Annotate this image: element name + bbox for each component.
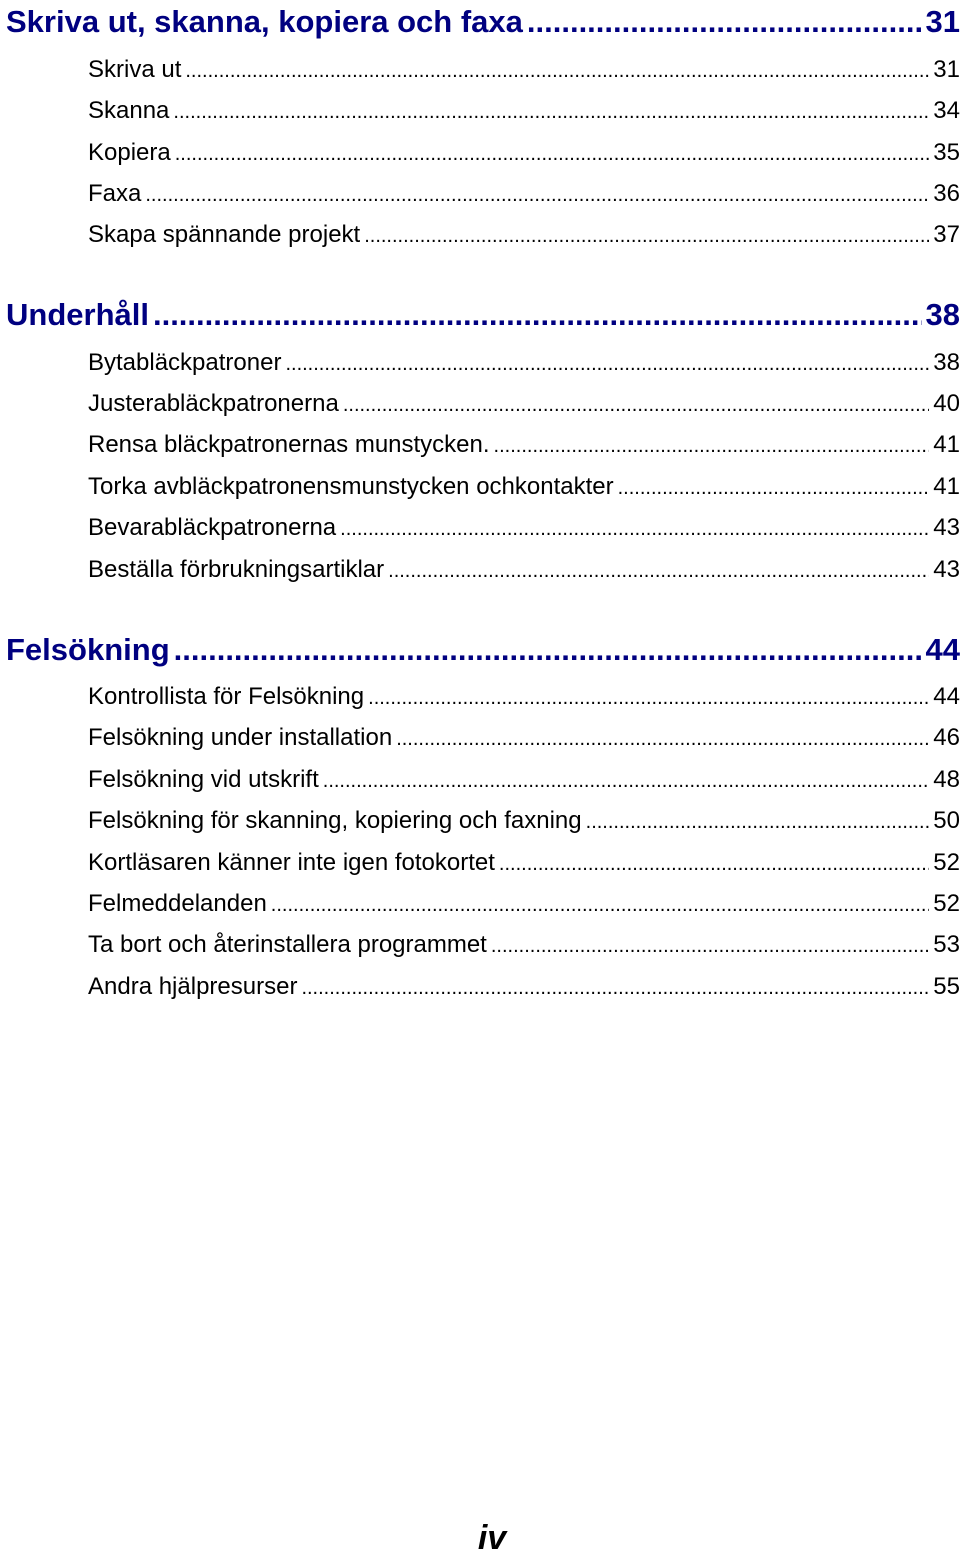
toc-entry-title: Justerabläckpatronerna	[88, 390, 339, 417]
toc-entry-page: 37	[933, 221, 960, 248]
toc-entry-title: Kontrollista för Felsökning	[88, 683, 365, 710]
toc-entry-title: Skanna	[88, 97, 170, 124]
toc-dot-leader	[323, 766, 930, 796]
toc-heading-title: Felsökning	[6, 632, 170, 667]
toc-entry-title: Bevarabläckpatronerna	[88, 514, 337, 541]
toc-entry-title: Kortläsaren känner inte igen fotokortet	[88, 849, 495, 876]
toc-entry-title: Faxa	[88, 180, 142, 207]
toc-dot-leader	[185, 56, 929, 86]
toc-entry-page: 52	[933, 890, 960, 917]
page-number: iv	[477, 1519, 507, 1557]
toc-dot-leader	[396, 724, 929, 754]
toc-entry-title: Skapa spännande projekt	[88, 221, 361, 248]
toc-entry-page: 41	[933, 473, 960, 500]
toc-dot-leader	[499, 849, 929, 879]
toc-dot-leader	[271, 890, 930, 920]
toc-dot-leader	[343, 390, 929, 420]
toc-heading-page: 31	[925, 4, 960, 39]
toc-dot-leader	[368, 683, 929, 713]
toc-entry-title: Rensa bläckpatronernas munstycken.	[88, 431, 490, 458]
toc-dot-leader	[340, 514, 929, 544]
toc-entry-title: Felsökning vid utskrift	[88, 766, 319, 793]
toc-dot-leader	[586, 807, 930, 837]
toc-entry[interactable]	[88, 389, 960, 420]
toc-dot-leader	[388, 556, 929, 586]
toc-entry-page: 34	[933, 97, 960, 124]
toc-dot-leader	[491, 931, 929, 961]
toc-entry[interactable]	[88, 806, 960, 837]
toc-entry-page: 36	[933, 180, 960, 207]
toc-section-heading[interactable]	[6, 297, 960, 333]
toc-entry[interactable]	[88, 138, 960, 169]
toc-entry-title: Ta bort och återinstallera programmet	[88, 931, 487, 958]
toc-entry[interactable]	[88, 682, 960, 713]
toc-heading-page: 44	[925, 632, 960, 667]
toc-entry[interactable]	[88, 472, 960, 503]
toc-entry-title: Felmeddelanden	[88, 890, 267, 917]
toc-entry[interactable]	[88, 555, 960, 586]
toc-entry[interactable]	[88, 972, 960, 1003]
toc-entry-page: 40	[933, 390, 960, 417]
toc-entry-title: Felsökning under installation	[88, 724, 393, 751]
toc-entry-title: Bytabläckpatroner	[88, 349, 282, 376]
toc-entry-page: 50	[933, 807, 960, 834]
toc-dot-leader	[618, 473, 930, 503]
toc-entry-page: 52	[933, 849, 960, 876]
toc-entry-title: Felsökning för skanning, kopiering och faxning	[88, 807, 582, 834]
toc-entry[interactable]	[88, 723, 960, 754]
toc-entry-page: 55	[933, 973, 960, 1000]
toc-entry[interactable]	[88, 930, 960, 961]
toc-entry[interactable]	[88, 220, 960, 251]
toc-heading-page: 38	[925, 297, 960, 332]
toc-entry-page: 43	[933, 514, 960, 541]
toc-dot-leader	[364, 221, 929, 251]
toc-entry-title: Torka avbläckpatronensmunstycken ochkontakter	[88, 473, 614, 500]
toc-entry[interactable]	[88, 55, 960, 86]
toc-entry-title: Beställa förbrukningsartiklar	[88, 556, 385, 583]
toc-section-heading[interactable]	[6, 4, 960, 40]
toc-entry-page: 38	[933, 349, 960, 376]
toc-entry[interactable]	[88, 430, 960, 461]
toc-dot-leader	[527, 4, 922, 40]
toc-dot-leader	[145, 180, 929, 210]
toc-dot-leader	[494, 431, 930, 461]
toc-entry-title: Kopiera	[88, 139, 171, 166]
toc-section-heading[interactable]	[6, 632, 960, 668]
toc-dot-leader	[175, 139, 930, 169]
toc-entry-page: 43	[933, 556, 960, 583]
toc-dot-leader	[285, 349, 929, 379]
toc-entry[interactable]	[88, 513, 960, 544]
toc-heading-title: Skriva ut, skanna, kopiera och faxa	[6, 4, 523, 39]
toc-entry-page: 46	[933, 724, 960, 751]
toc-entry[interactable]	[88, 765, 960, 796]
toc-entry-page: 31	[933, 56, 960, 83]
toc-entry[interactable]	[88, 96, 960, 127]
toc-entry-title: Skriva ut	[88, 56, 182, 83]
toc-entry-page: 48	[933, 766, 960, 793]
toc-heading-title: Underhåll	[6, 297, 149, 332]
toc-entry[interactable]	[88, 348, 960, 379]
toc-entry-page: 35	[933, 139, 960, 166]
toc-entry-page: 41	[933, 431, 960, 458]
toc-dot-leader	[153, 297, 922, 333]
toc-entry-title: Andra hjälpresurser	[88, 973, 298, 1000]
toc-entry[interactable]	[88, 889, 960, 920]
toc-entry-page: 44	[933, 683, 960, 710]
toc-dot-leader	[173, 97, 929, 127]
toc-entry-page: 53	[933, 931, 960, 958]
toc-entry[interactable]	[88, 179, 960, 210]
toc-dot-leader	[174, 632, 922, 668]
toc-entry[interactable]	[88, 848, 960, 879]
toc-dot-leader	[301, 973, 929, 1003]
